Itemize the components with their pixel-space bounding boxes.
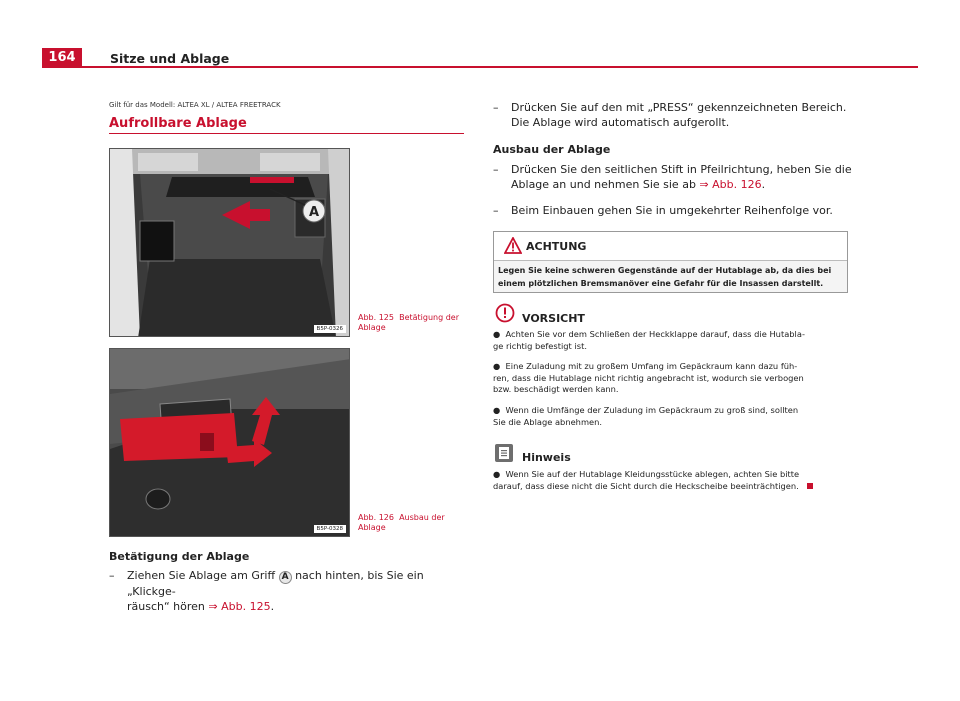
note-bullet-1 [493,469,848,492]
bullet-dot: ● [493,405,501,415]
note-title: Hinweis [522,451,571,464]
caution-bullet-2 [493,361,848,396]
removal-step [493,162,863,192]
section-title: Aufrollbare Ablage [109,116,247,131]
bullet-line: Achten Sie vor dem Schließen der Heckklappe darauf, dass die Hutabla- [505,329,805,339]
install-step [493,203,863,218]
warning-line: Legen Sie keine schweren Gegenstände auf der Hutablage ab, da dies bei [498,266,832,275]
warning-header [494,232,847,261]
bullet-line: Sie die Ablage abnehmen. [493,416,603,427]
bullet-line: ren, dass die Hutablage nicht richtig angebracht ist, wodurch sie verbogen [493,372,804,383]
chapter-title: Sitze und Ablage [110,51,230,66]
step-dash: – [109,569,115,582]
cargo-area-illustration [110,149,350,337]
figure-126-caption [358,513,445,533]
bullet-dot: ● [493,329,501,339]
cover-removal-illustration [110,349,350,537]
step-line: Beim Einbauen gehen Sie in umgekehrter Reihenfolge vor. [511,204,833,217]
bullet-line: darauf, dass diese nicht die Sicht durch die Heckscheibe beeinträchtigen. [493,480,799,491]
section-end-marker [807,483,813,489]
step-line: Die Ablage wird automatisch aufgerollt. [511,116,730,129]
bullet-line: Eine Zuladung mit zu großem Umfang im Gepäckraum kann dazu füh- [505,361,798,371]
figure-code: B5P-0326 [314,325,346,333]
note-book-icon [494,443,514,463]
figure-126-photo [109,348,350,537]
header-divider [82,66,918,68]
figure-125-photo [109,148,350,337]
operation-step [109,568,469,614]
step-dash: – [493,204,499,217]
step-text-end: . [270,600,275,613]
step-text-part: nach hinten, bis Sie ein „Klickge- [127,569,424,598]
warning-triangle-icon [504,237,522,254]
callout-a-label: A [308,205,320,220]
operation-subheading: Betätigung der Ablage [109,550,250,563]
caption-number: Abb. 126 [358,513,394,522]
step-dash: – [493,163,499,176]
callout-a-badge: A [279,571,292,584]
section-divider [109,133,464,134]
caption-text: Betätigung der [399,313,460,322]
page-number: 164 [42,48,82,68]
step-text-end: . [761,178,766,191]
bullet-line: ge richtig befestigt ist. [493,340,587,351]
figure-126-link[interactable]: ⇒ Abb. 126 [699,178,762,191]
step-dash: – [493,101,499,114]
bullet-dot: ● [493,361,501,371]
bullet-line: Wenn die Umfänge der Zuladung im Gepäckraum zu groß sind, sollten [505,405,799,415]
figure-code: B5P-0328 [314,525,346,533]
step-text-part: räusch“ hören [127,600,205,613]
bullet-dot: ● [493,469,501,479]
caution-title: VORSICHT [522,312,585,325]
caption-text-line2: Ablage [358,323,386,332]
caution-exclamation-icon [495,303,515,323]
figure-125-link[interactable]: ⇒ Abb. 125 [208,600,271,613]
step-text-part: Ziehen Sie Ablage am Griff [127,569,276,582]
caution-bullet-3 [493,405,848,428]
warning-title: ACHTUNG [526,240,587,253]
warning-line: einem plötzlichen Bremsmanöver eine Gefahr für die Insassen darstellt. [498,279,824,288]
applies-to-note: Gilt für das Modell: ALTEA XL / ALTEA FREETRACK [109,101,281,109]
step-line: Ablage an und nehmen Sie sie ab [511,178,696,191]
caption-text-line2: Ablage [358,523,386,532]
warning-box [493,231,848,293]
step-line: Drücken Sie den seitlichen Stift in Pfeilrichtung, heben Sie die [511,163,852,176]
bullet-line: bzw. beschädigt werden kann. [493,384,619,394]
caution-bullet-1 [493,329,848,352]
bullet-line: Wenn Sie auf der Hutablage Kleidungsstücke ablegen, achten Sie bitte [505,469,800,479]
warning-text [498,264,846,290]
step-line: Drücken Sie auf den mit „PRESS“ gekennzeichneten Bereich. [511,101,847,114]
removal-subheading: Ausbau der Ablage [493,143,611,156]
figure-125-caption [358,313,459,333]
caption-text: Ausbau der [399,513,445,522]
press-step [493,100,863,130]
caption-number: Abb. 125 [358,313,394,322]
